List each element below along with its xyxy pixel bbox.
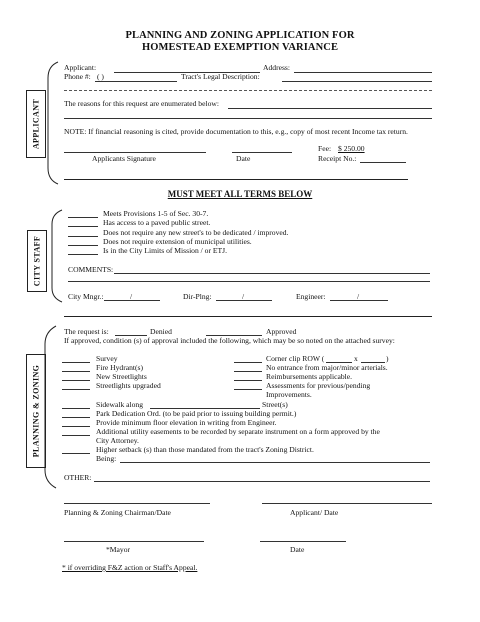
corner-clip-label: Corner clip ROW ( bbox=[266, 354, 325, 363]
dir-plng-label: Dir-Plng: bbox=[183, 292, 212, 301]
tract-field-line2[interactable] bbox=[64, 90, 432, 91]
mayor-signature-line[interactable] bbox=[64, 541, 204, 542]
date-label: Date bbox=[236, 154, 251, 163]
assessments-check[interactable] bbox=[234, 389, 262, 390]
city-item-1: Meets Provisions 1-5 of Sec. 30-7. bbox=[103, 209, 209, 218]
if-approved-text: If approved, condition (s) of approval included the following, which may be so noted on the attached survey: bbox=[64, 336, 395, 345]
receipt-field[interactable] bbox=[360, 162, 406, 163]
signature-line[interactable] bbox=[64, 152, 206, 153]
reasons-field[interactable] bbox=[228, 108, 432, 109]
denied-label: Denied bbox=[150, 327, 172, 336]
corner-clip-x: x bbox=[354, 354, 358, 363]
section-divider-1 bbox=[64, 179, 408, 180]
being-label: Being: bbox=[96, 454, 117, 463]
applicant-date-signature-line[interactable] bbox=[262, 503, 432, 504]
fee-value: $ 250.00 bbox=[338, 144, 365, 153]
floor-label: Provide minimum floor elevation in writing from Engineer. bbox=[96, 418, 277, 427]
other-label: OTHER: bbox=[64, 473, 92, 482]
reimbursements-label: Reimbursements applicable. bbox=[266, 372, 353, 381]
new-streetlights-check[interactable] bbox=[62, 380, 90, 381]
corner-clip-check[interactable] bbox=[234, 362, 262, 363]
applicant-side-label: APPLICANT bbox=[26, 90, 46, 158]
section-divider-2 bbox=[64, 316, 432, 317]
comments-field[interactable] bbox=[114, 273, 430, 274]
tract-field[interactable] bbox=[282, 81, 432, 82]
utility-check[interactable] bbox=[62, 435, 90, 436]
tract-label: Tract's Legal Description: bbox=[181, 72, 260, 81]
dir-plng-slash: / bbox=[242, 292, 245, 301]
utility-label-2: City Attorney. bbox=[96, 436, 139, 445]
survey-label: Survey bbox=[96, 354, 118, 363]
park-label: Park Dedication Ord. (to be paid prior to issuing building permit.) bbox=[96, 409, 297, 418]
corner-clip-close: ) bbox=[386, 354, 389, 363]
terms-heading: MUST MEET ALL TERMS BELOW bbox=[167, 189, 313, 199]
approved-label: Approved bbox=[266, 327, 297, 336]
no-entrance-label: No entrance from major/minor arterials. bbox=[266, 363, 388, 372]
city-check-5[interactable] bbox=[68, 254, 98, 255]
city-check-2[interactable] bbox=[68, 226, 98, 227]
setback-check[interactable] bbox=[62, 453, 90, 454]
reimbursements-check[interactable] bbox=[234, 380, 262, 381]
planning-side-label: PLANNING & ZONING bbox=[26, 354, 46, 468]
assessments-label: Assessments for previous/pending bbox=[266, 381, 371, 390]
applicant-label: Applicant: bbox=[64, 63, 97, 72]
receipt-label: Receipt No.: bbox=[318, 154, 357, 163]
park-check[interactable] bbox=[62, 417, 90, 418]
form-title-line1: PLANNING AND ZONING APPLICATION FOR bbox=[125, 30, 355, 41]
engineer-label: Engineer: bbox=[296, 292, 326, 301]
pz-chair-label: Planning & Zoning Chairman/Date bbox=[64, 508, 171, 517]
date-line[interactable] bbox=[232, 152, 292, 153]
note-text: NOTE: If financial reasoning is cited, provide documentation to this, e.g., copy of most recent Income tax return. bbox=[64, 127, 408, 136]
phone-label: Phone #: bbox=[64, 72, 91, 81]
city-item-2: Has access to a paved public street. bbox=[103, 218, 211, 227]
setback-label: Higher setback (s) than those mandated from the tract's Zoning District. bbox=[96, 445, 314, 454]
mayor-date-label: Date bbox=[290, 545, 305, 554]
floor-check[interactable] bbox=[62, 426, 90, 427]
city-mngr-label: City Mngr.: bbox=[68, 292, 104, 301]
streetlights-upgraded-check[interactable] bbox=[62, 389, 90, 390]
other-field[interactable] bbox=[94, 481, 430, 482]
improvements-label: Improvements. bbox=[266, 390, 312, 399]
reasons-line2[interactable] bbox=[64, 118, 432, 119]
fee-label: Fee: bbox=[318, 144, 332, 153]
streetlights-upgraded-label: Streetlights upgraded bbox=[96, 381, 161, 390]
engineer-slash: / bbox=[357, 292, 360, 301]
city-staff-bracket bbox=[44, 208, 68, 304]
sidewalk-check[interactable] bbox=[62, 408, 90, 409]
fire-hydrant-check[interactable] bbox=[62, 371, 90, 372]
reasons-label: The reasons for this request are enumerated below: bbox=[64, 99, 219, 108]
being-field[interactable] bbox=[120, 462, 430, 463]
city-check-3[interactable] bbox=[68, 236, 98, 237]
new-streetlights-label: New Streetlights bbox=[96, 372, 147, 381]
city-item-4: Does not require extension of municipal utilities. bbox=[103, 237, 252, 246]
mayor-label: *Mayor bbox=[106, 545, 131, 554]
city-check-4[interactable] bbox=[68, 245, 98, 246]
applicant-date-label: Applicant/ Date bbox=[290, 508, 339, 517]
city-staff-side-label: CITY STAFF bbox=[27, 230, 47, 292]
streets-label: Street(s) bbox=[262, 400, 288, 409]
mayor-date-line[interactable] bbox=[260, 541, 346, 542]
address-label: Address: bbox=[263, 63, 290, 72]
comments-label: COMMENTS: bbox=[68, 265, 114, 274]
city-mngr-slash: / bbox=[130, 292, 133, 301]
city-item-5: Is in the City Limits of Mission / or ETJ. bbox=[103, 246, 228, 255]
address-field[interactable] bbox=[294, 72, 432, 73]
comments-line2[interactable] bbox=[68, 281, 430, 282]
form-title-line2: HOMESTEAD EXEMPTION VARIANCE bbox=[141, 42, 339, 53]
phone-field[interactable] bbox=[95, 81, 177, 82]
utility-label: Additional utility easements to be recorded by separate instrument on a form approved by the bbox=[96, 427, 380, 436]
request-is-label: The request is: bbox=[64, 327, 109, 336]
signature-label: Applicants Signature bbox=[92, 154, 156, 163]
pz-chair-signature-line[interactable] bbox=[64, 503, 210, 504]
footnote: * if overriding F&Z action or Staff's Appeal. bbox=[62, 563, 198, 572]
sidewalk-label: Sidewalk along bbox=[96, 400, 144, 409]
fire-hydrant-label: Fire Hydrant(s) bbox=[96, 363, 144, 372]
city-check-1[interactable] bbox=[68, 217, 98, 218]
phone-area-code: ( ) bbox=[97, 72, 104, 81]
no-entrance-check[interactable] bbox=[234, 371, 262, 372]
city-item-3: Does not require any new street's to be dedicated / improved. bbox=[103, 228, 289, 237]
survey-check[interactable] bbox=[62, 362, 90, 363]
